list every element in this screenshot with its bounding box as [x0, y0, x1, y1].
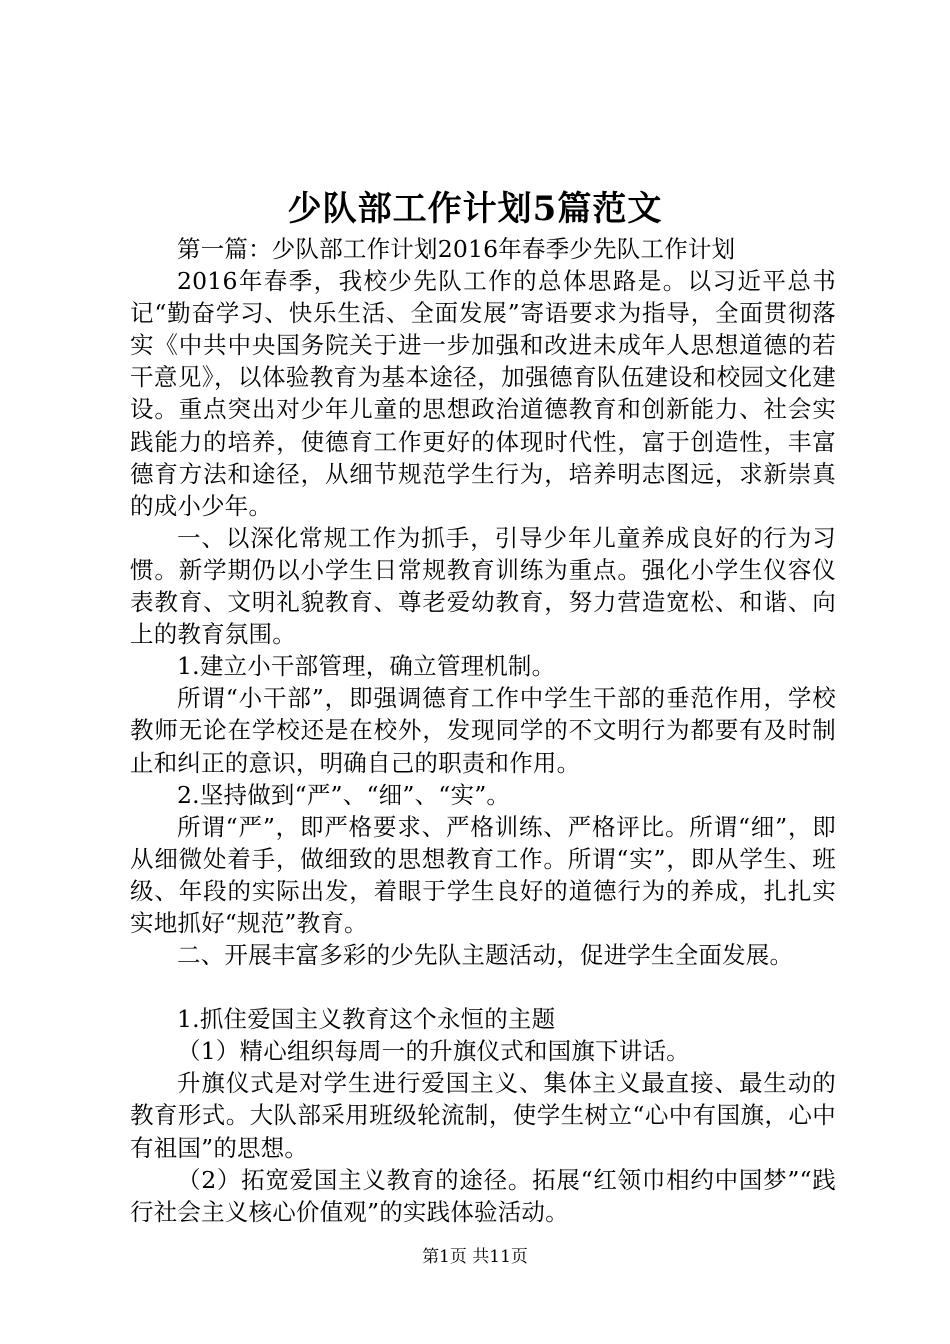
blank-line: [130, 971, 836, 1003]
paragraph-3: 一、以深化常规工作为抓手，引导少年儿童养成良好的行为习惯。新学期仍以小学生日常规教育训练为重点。强化小学生仪容仪表教育、文明礼貌教育、尊老爱幼教育，努力营造宽松、和谐、向上的教育氛围。: [130, 523, 836, 649]
page-footer: 第1页 共11页: [422, 1247, 528, 1267]
paragraph-2: 2016年春季，我校少先队工作的总体思路是。以习近平总书记“勤奋学习、快乐生活、全面发展”寄语要求为指导，全面贯彻落实《中共中央国务院关于进一步加强和改进未成年人思想道德的若干意见》，以体验教育为基本途径，加强德育队伍建设和校园文化建设。重点突出对少年儿童的思想政治道德教育和创新能力、社会实践能力的培养，使德育工作更好的体现时代性，富于创造性，丰富德育方法和途径，从细节规范学生行为，培养明志图远，求新崇真的成小少年。: [130, 267, 836, 520]
paragraph-10: （1）精心组织每周一的升旗仪式和国旗下讲话。: [177, 1037, 690, 1066]
paragraph-11: 升旗仪式是对学生进行爱国主义、集体主义最直接、最生动的教育形式。大队部采用班级轮流制，使学生树立“心中有国旗，心中有祖国”的思想。: [130, 1069, 836, 1162]
paragraph-1: 第一篇：少队部工作计划2016年春季少先队工作计划: [177, 235, 736, 263]
paragraph-7: 所谓“严”，即严格要求、严格训练、严格评比。所谓“细”，即从细微处着手，做细致的思想教育工作。所谓“实”，即从学生、班级、年段的实际出发，着眼于学生良好的道德行为的养成，扎扎实实地抓好“规范”教育。: [130, 812, 836, 937]
paragraph-6: 2.坚持做到“严”、“细”、“实”。: [177, 780, 511, 809]
paragraph-9: 1.抓住爱国主义教育这个永恒的主题: [177, 1005, 556, 1034]
paragraph-12: （2）拓宽爱国主义教育的途径。拓展“红领巾相约中国梦”“践行社会主义核心价值观”的实践体验活动。: [130, 1165, 836, 1226]
paragraph-8: 二、开展丰富多彩的少先队主题活动，促进学生全面发展。: [177, 941, 794, 970]
document-title: 少队部工作计划5篇范文: [287, 189, 663, 229]
document-body: [130, 233, 836, 1228]
paragraph-5: 所谓“小干部”，即强调德育工作中学生干部的垂范作用，学校教师无论在学校还是在校外，发现同学的不文明行为都要有及时制止和纠正的意识，明确自己的职责和作用。: [130, 684, 836, 777]
paragraph-4: 1.建立小干部管理，确立管理机制。: [177, 652, 556, 681]
